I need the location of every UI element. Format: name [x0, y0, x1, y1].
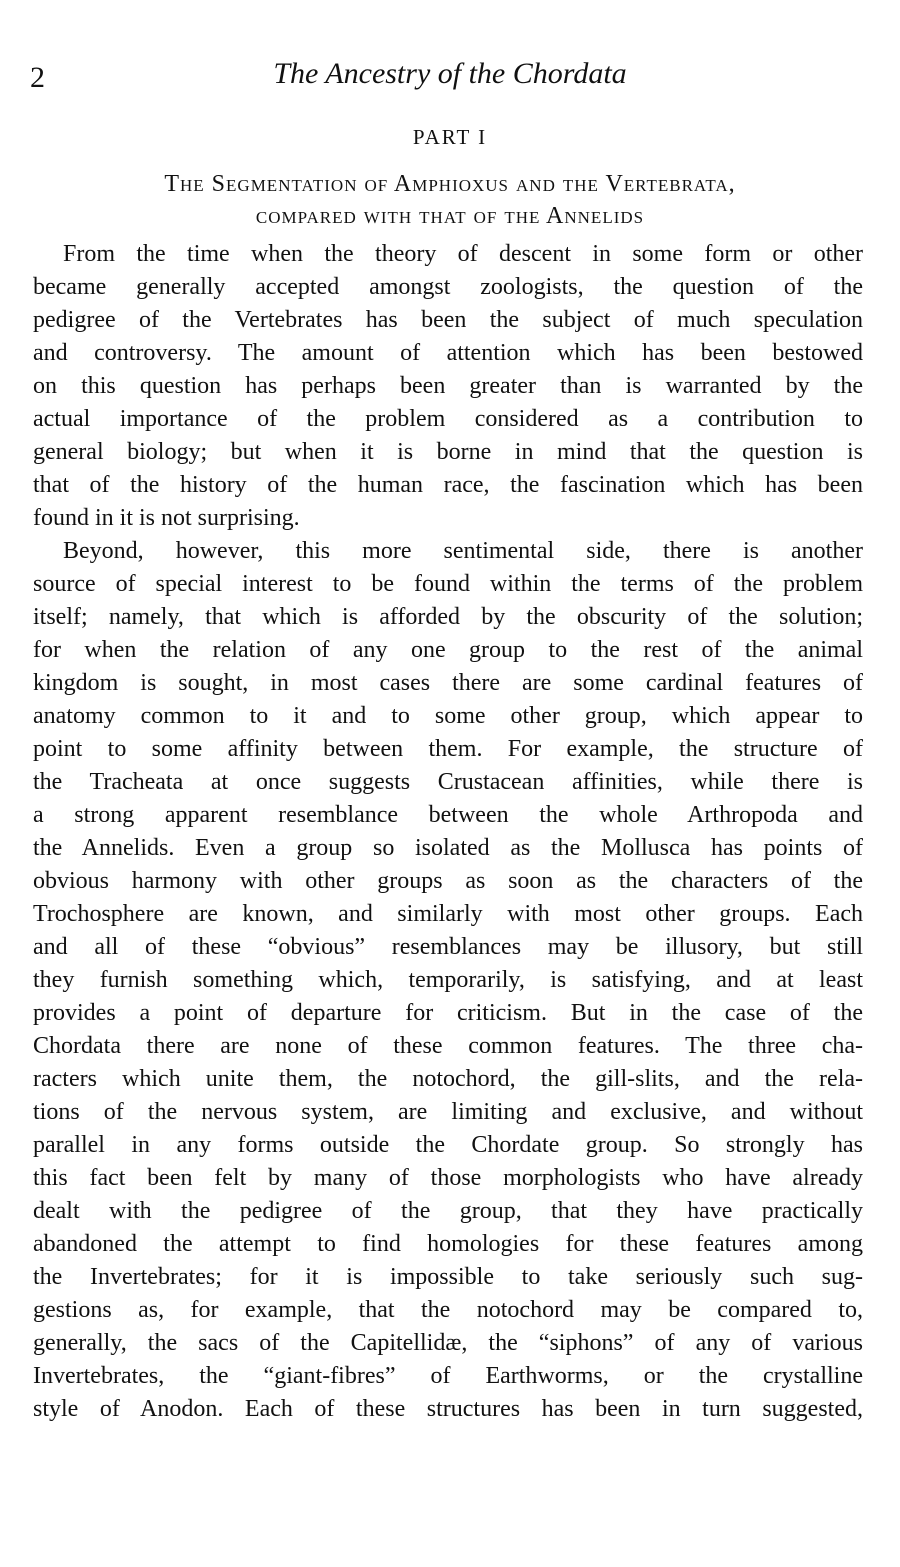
page-number: 2 [30, 61, 45, 94]
text-line: provides a point of departure for criticism. But in the case of the [33, 1000, 863, 1026]
section-heading-line: compared with that of the Annelids [255, 203, 645, 229]
text-line: became generally accepted amongst zoologists, the question of the [33, 274, 863, 300]
section-heading-line: The Segmentation of Amphioxus and the Vertebrata, [164, 171, 736, 197]
text-line: pedigree of the Vertebrates has been the subject of much speculation [33, 307, 863, 333]
text-line: the Annelids. Even a group so isolated as the Mollusca has points of [33, 835, 863, 861]
paragraph [33, 238, 863, 535]
text-line: Chordata there are none of these common features. The three cha- [33, 1033, 863, 1059]
text-line: racters which unite them, the notochord, the gill-slits, and the rela- [33, 1066, 863, 1092]
text-line: and controversy. The amount of attention which has been bestowed [33, 340, 863, 366]
text-line: the Invertebrates; for it is impossible to take seriously such sug- [33, 1264, 863, 1290]
text-line: Trochosphere are known, and similarly with most other groups. Each [33, 901, 863, 927]
paragraph [33, 535, 863, 1426]
text-line: style of Anodon. Each of these structures has been in turn suggested, [33, 1396, 863, 1422]
text-line: abandoned the attempt to find homologies for these features among [33, 1231, 863, 1257]
text-line: and all of these “obvious” resemblances may be illusory, but still [33, 934, 863, 960]
text-line: found in it is not surprising. [33, 505, 300, 531]
text-line: actual importance of the problem considered as a contribution to [33, 406, 863, 432]
text-line: tions of the nervous system, are limiting and exclusive, and without [33, 1099, 863, 1125]
text-line: kingdom is sought, in most cases there are some cardinal features of [33, 670, 863, 696]
section-heading [0, 168, 900, 232]
running-head [0, 50, 900, 110]
text-line: that of the history of the human race, the fascination which has been [33, 472, 863, 498]
text-line: anatomy common to it and to some other group, which appear to [33, 703, 863, 729]
text-line: itself; namely, that which is afforded by the obscurity of the solution; [33, 604, 863, 630]
text-line: generally, the sacs of the Capitellidæ, the “siphons” of any of various [33, 1330, 863, 1356]
text-line: the Tracheata at once suggests Crustacean affinities, while there is [33, 769, 863, 795]
text-line: From the time when the theory of descent in some form or other [63, 241, 863, 267]
text-line: source of special interest to be found within the terms of the problem [33, 571, 863, 597]
text-line: on this question has perhaps been greater than is warranted by the [33, 373, 863, 399]
text-line: Invertebrates, the “giant-fibres” of Earthworms, or the crystalline [33, 1363, 863, 1389]
text-line: obvious harmony with other groups as soon as the characters of the [33, 868, 863, 894]
text-line: gestions as, for example, that the notochord may be compared to, [33, 1297, 863, 1323]
text-line: this fact been felt by many of those morphologists who have already [33, 1165, 863, 1191]
body-text [33, 238, 863, 1426]
text-line: parallel in any forms outside the Chordate group. So strongly has [33, 1132, 863, 1158]
text-line: dealt with the pedigree of the group, that they have practically [33, 1198, 863, 1224]
text-line: they furnish something which, temporarily, is satisfying, and at least [33, 967, 863, 993]
text-line: point to some affinity between them. For example, the structure of [33, 736, 863, 762]
text-line: general biology; but when it is borne in mind that the question is [33, 439, 863, 465]
text-line: a strong apparent resemblance between the whole Arthropoda and [33, 802, 863, 828]
part-label: PART I [412, 125, 488, 149]
running-title: The Ancestry of the Chordata [273, 57, 627, 90]
text-line: for when the relation of any one group to the rest of the animal [33, 637, 863, 663]
text-line: Beyond, however, this more sentimental side, there is another [63, 538, 863, 564]
